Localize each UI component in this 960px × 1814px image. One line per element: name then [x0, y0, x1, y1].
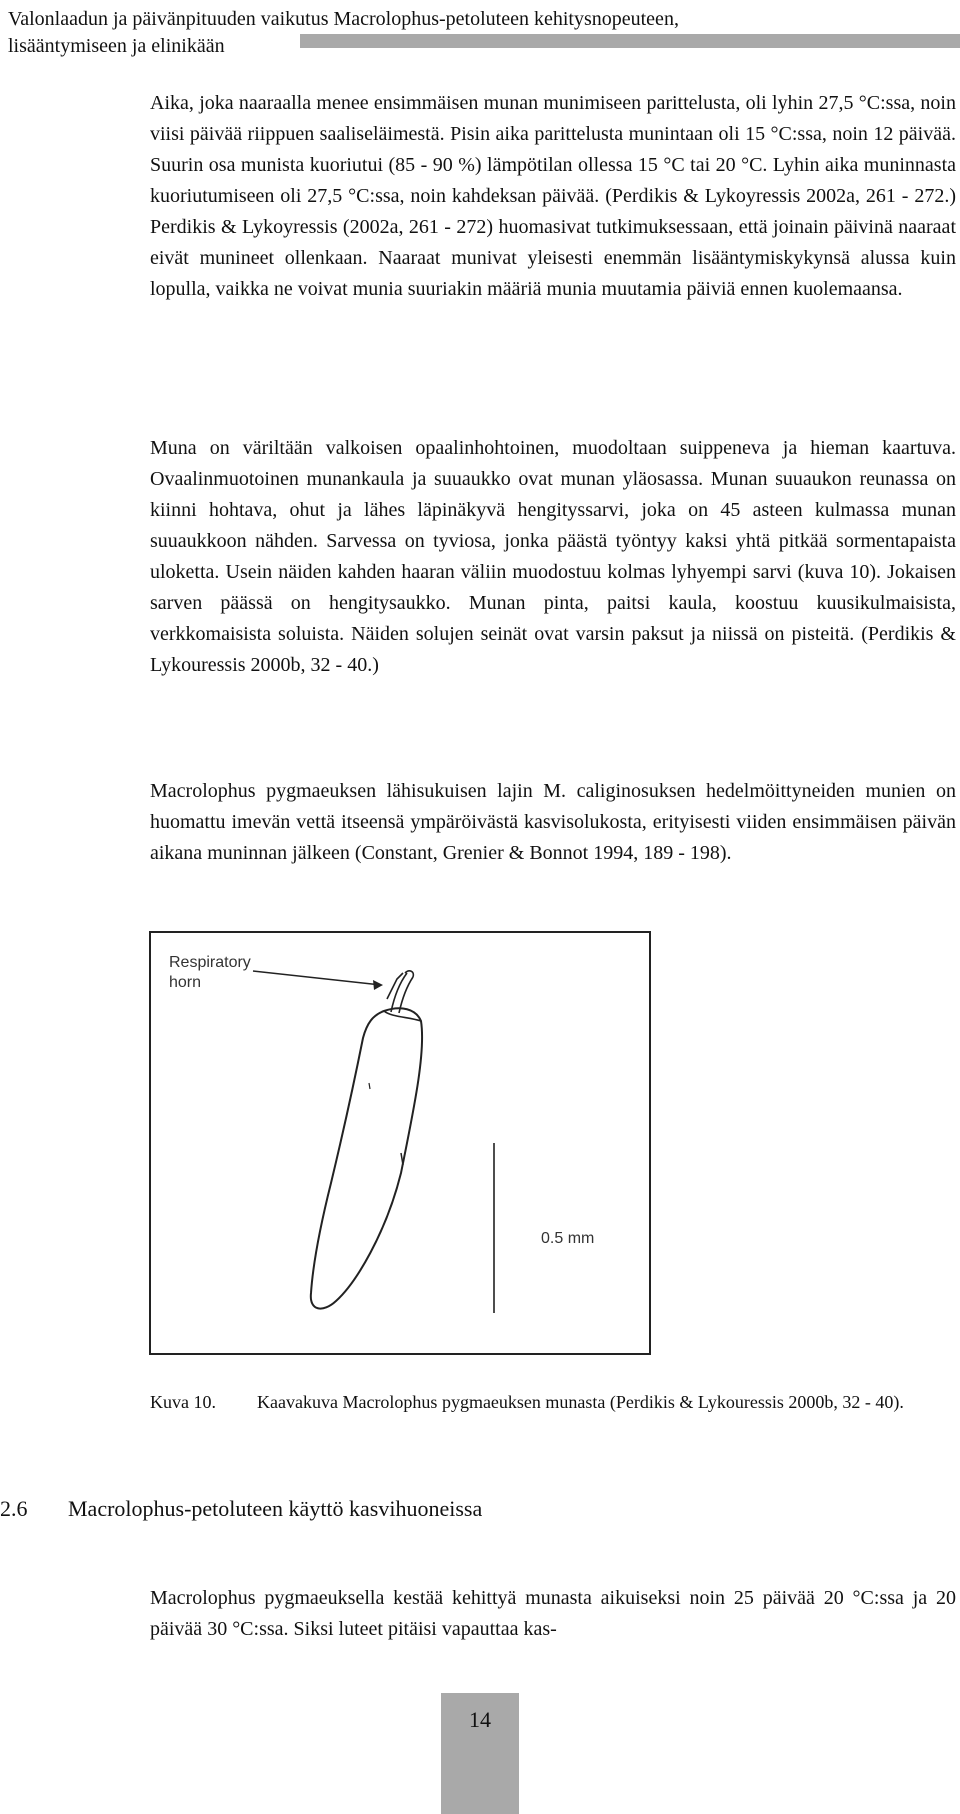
paragraph-usage: Macrolophus pygmaeuksella kestää kehittyä munasta aikuiseksi noin 25 päivää 20 °C:ssa ja 20 päivää 30 °C:ssa. Siksi luteet pitäisi vapauttaa kas-: [150, 1587, 956, 1640]
page-number-box: [441, 1693, 519, 1814]
label-arrow: [253, 971, 381, 985]
paragraph-egg-laying: Aika, joka naaraalla menee ensimmäisen munan munimiseen parittelusta, oli lyhin 27,5 °C:ssa, noin viisi päivää riippuen saaliseläimestä. Pisin aika parittelusta munintaan oli 15 °C:ssa, noin 12 päivää. Suurin osa munista kuoriutui (85 - 90 %) lämpötilan ollessa 15 °C tai 20 °C. Lyhin aika muninnasta kuoriutumiseen oli 27,5 °C:ssa, noin kahdeksan päivää. (Perdikis & Lykoyressis 2002a, 261 - 272.) Perdikis & Lykoyressis (2002a, 261 - 272) huomasivat tutkimuksessaan, että joinain päivinä naaraat eivät munineet ollenkaan. Naaraat munivat yleisesti enemmän lisääntymiskykynsä alussa kuin lopulla, vaikka ne voivat munia suuriakin määriä munia muutamia päiviä ennen kuolemaansa.: [150, 92, 956, 300]
egg-diagram-figure: [149, 931, 651, 1355]
respiratory-horn-label-1: Respiratory: [169, 954, 251, 971]
page-number: 14: [469, 1707, 491, 1732]
figure-caption-label: Kuva 10.: [150, 1392, 216, 1412]
figure-caption-text: Kaavakuva Macrolophus pygmaeuksen munasta (Perdikis & Lykouressis 2000b, 32 - 40).: [257, 1392, 904, 1412]
section-title: Macrolophus-petoluteen käyttö kasvihuoneissa: [68, 1496, 483, 1521]
respiratory-horn: [387, 971, 413, 1013]
respiratory-horn-label-2: horn: [169, 974, 202, 991]
header-line-2: lisääntymiseen ja elinikään: [8, 35, 225, 57]
egg-outline: [311, 1008, 422, 1308]
label-arrowhead: [373, 980, 383, 990]
section-number: 2.6: [0, 1496, 28, 1521]
section-heading: [0, 1494, 482, 1524]
paragraph-egg-description: Muna on väriltään valkoisen opaalinhohtoinen, muodoltaan suippeneva ja hieman kaartuva. Ovaalinmuotoinen munankaula ja suuaukko ovat munan yläosassa. Munan suuaukon reunassa on kiinni hohtava, ohut ja lähes läpinäkyvä hengityssarvi, joka on 45 asteen kulmassa munan suuaukkoon nähden. Sarvessa on tyviosa, jonka päästä työntyy kaksi yhtä pitkää sormentapaista uloketta. Usein näiden kahden haaran väliin muodostuu kolmas lyhyempi sarvi (kuva 10). Jokaisen sarven päässä on hengitysaukko. Munan pinta, paitsi kaula, koostuu kuusikulmaisista, verkkomaisista soluista. Näiden solujen seinät ovat varsin paksut ja niissä on pisteitä. (Perdikis & Lykouressis 2000b, 32 - 40.): [150, 437, 956, 676]
header-line-1: Valonlaadun ja päivänpituuden vaikutus Macrolophus-petoluteen kehitysnopeuteen,: [8, 8, 679, 30]
scale-label: 0.5 mm: [541, 1230, 595, 1247]
paragraph-related-species: Macrolophus pygmaeuksen lähisukuisen lajin M. caliginosuksen hedelmöittyneiden munien on huomattu imevän vettä itseensä ympäröivästä kasvisolukosta, erityisesti viiden ensimmäisen päivän aikana muninnan jälkeen (Constant, Grenier & Bonnot 1994, 189 - 198).: [150, 780, 956, 864]
egg-drawing: [151, 933, 649, 1353]
running-header: [8, 6, 958, 60]
